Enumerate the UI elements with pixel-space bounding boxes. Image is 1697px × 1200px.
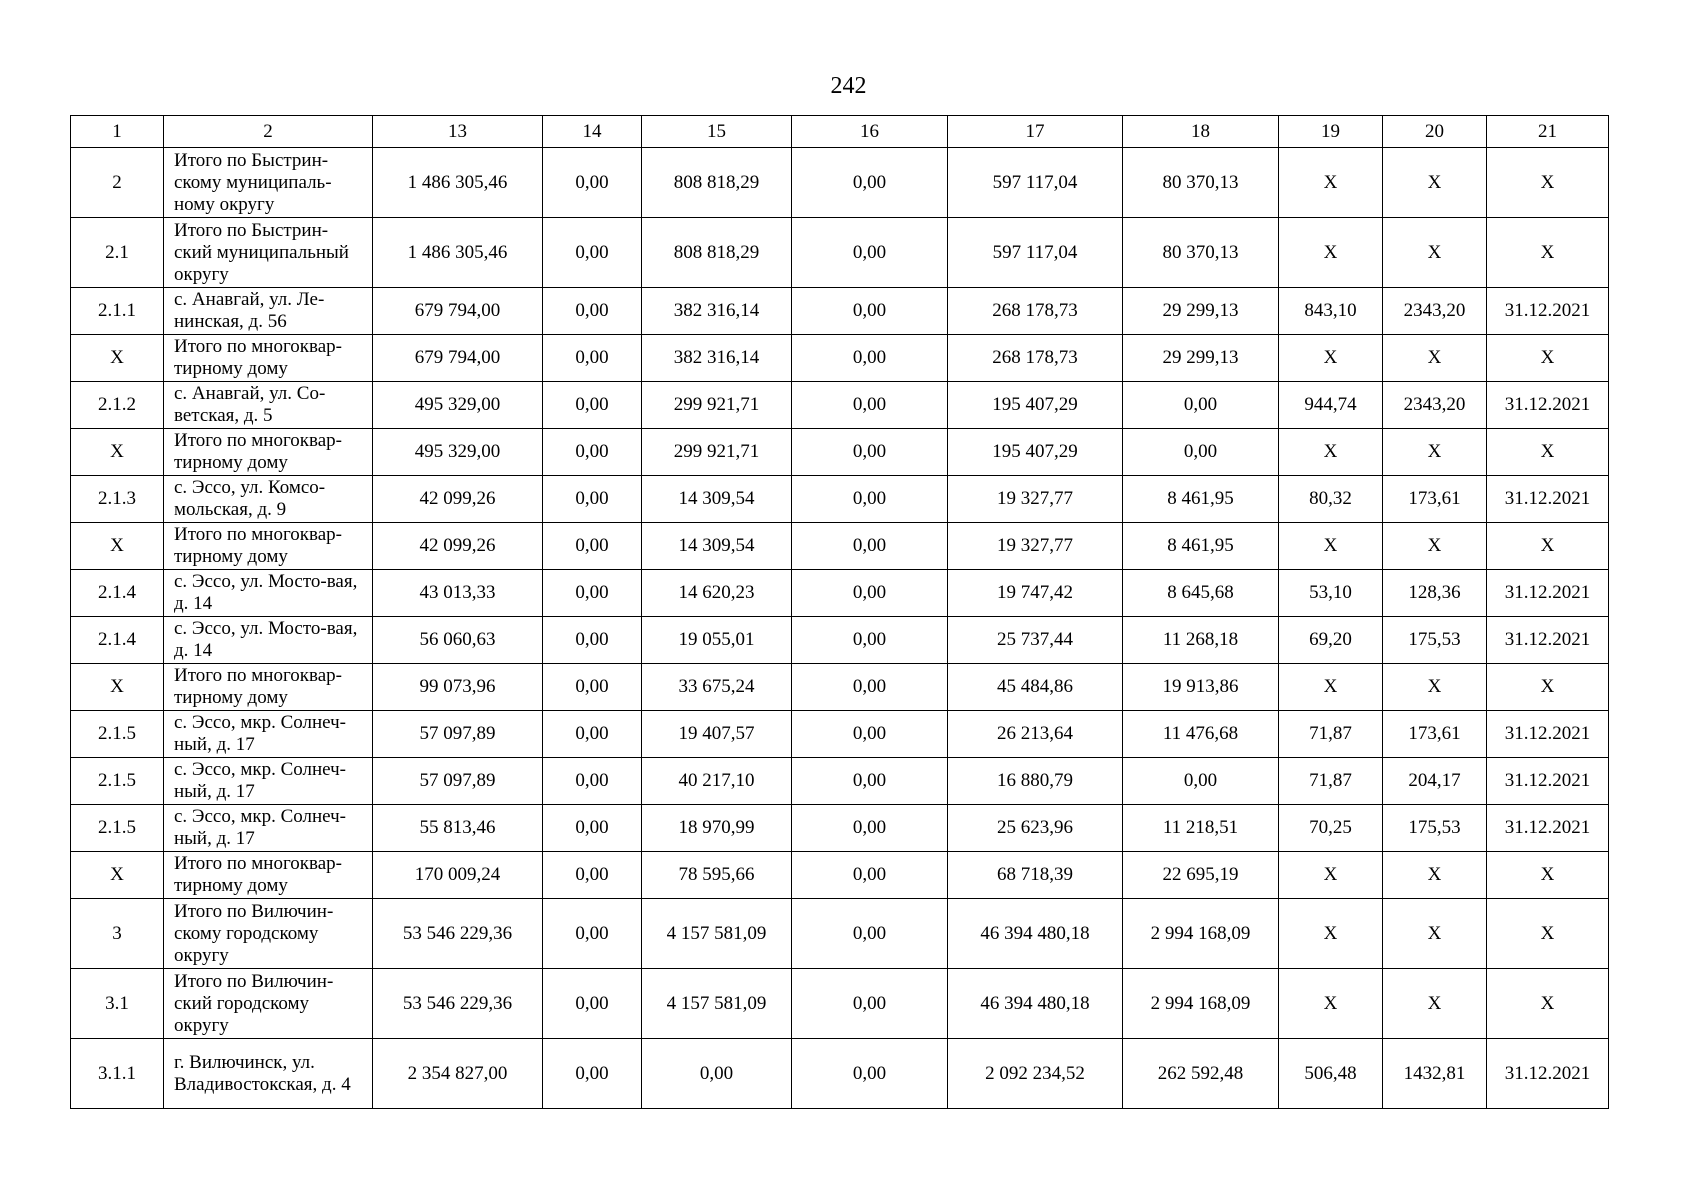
col18-cell: 0,00 [1123, 758, 1279, 805]
row-number-cell: 2.1.5 [71, 711, 164, 758]
col15-cell: 78 595,66 [642, 852, 792, 899]
col19-cell: 506,48 [1279, 1039, 1383, 1109]
col16-cell: 0,00 [792, 852, 948, 899]
col15-cell: 382 316,14 [642, 335, 792, 382]
col15-cell: 4 157 581,09 [642, 899, 792, 969]
address-cell: с. Анавгай, ул. Со-ветская, д. 5 [164, 382, 373, 429]
col20-cell: X [1383, 523, 1487, 570]
col19-cell: X [1279, 523, 1383, 570]
col17-cell: 16 880,79 [948, 758, 1123, 805]
table-row [71, 664, 1609, 711]
col14-cell: 0,00 [543, 382, 642, 429]
address-cell: с. Анавгай, ул. Ле-нинская, д. 56 [164, 288, 373, 335]
col19-cell: X [1279, 218, 1383, 288]
col14-cell: 0,00 [543, 1039, 642, 1109]
col14-cell: 0,00 [543, 969, 642, 1039]
row-number-cell: 3.1.1 [71, 1039, 164, 1109]
col17-cell: 45 484,86 [948, 664, 1123, 711]
col15-cell: 299 921,71 [642, 429, 792, 476]
col21-cell: X [1487, 335, 1609, 382]
table-row [71, 617, 1609, 664]
col15-cell: 14 620,23 [642, 570, 792, 617]
col13-cell: 495 329,00 [373, 382, 543, 429]
table-row [71, 382, 1609, 429]
address-cell: с. Эссо, ул. Мосто-вая, д. 14 [164, 617, 373, 664]
address-cell: Итого по многоквар-тирному дому [164, 852, 373, 899]
col14-cell: 0,00 [543, 758, 642, 805]
col20-cell: 173,61 [1383, 476, 1487, 523]
col18-cell: 262 592,48 [1123, 1039, 1279, 1109]
col20-cell: X [1383, 218, 1487, 288]
col21-cell: X [1487, 148, 1609, 218]
col20-cell: X [1383, 335, 1487, 382]
col13-cell: 99 073,96 [373, 664, 543, 711]
address-cell: Итого по Быстрин-скому муниципаль-ному округу [164, 148, 373, 218]
col15-cell: 299 921,71 [642, 382, 792, 429]
col19-cell: X [1279, 969, 1383, 1039]
col16-cell: 0,00 [792, 148, 948, 218]
col17-cell: 195 407,29 [948, 429, 1123, 476]
col14-cell: 0,00 [543, 711, 642, 758]
address-cell: Итого по многоквар-тирному дому [164, 664, 373, 711]
address-cell: Итого по многоквар-тирному дому [164, 429, 373, 476]
address-cell: Итого по Вилючин-ский городскому округу [164, 969, 373, 1039]
table-row [71, 805, 1609, 852]
col15-cell: 19 407,57 [642, 711, 792, 758]
header-cell: 16 [792, 116, 948, 148]
col20-cell: X [1383, 969, 1487, 1039]
row-number-cell: 2.1.2 [71, 382, 164, 429]
col20-cell: X [1383, 148, 1487, 218]
data-table [70, 115, 1609, 1109]
col16-cell: 0,00 [792, 382, 948, 429]
col13-cell: 2 354 827,00 [373, 1039, 543, 1109]
header-cell: 17 [948, 116, 1123, 148]
col13-cell: 57 097,89 [373, 758, 543, 805]
col21-cell: 31.12.2021 [1487, 382, 1609, 429]
col19-cell: X [1279, 899, 1383, 969]
col14-cell: 0,00 [543, 218, 642, 288]
col13-cell: 679 794,00 [373, 335, 543, 382]
col14-cell: 0,00 [543, 476, 642, 523]
col16-cell: 0,00 [792, 288, 948, 335]
col18-cell: 8 461,95 [1123, 523, 1279, 570]
col13-cell: 1 486 305,46 [373, 148, 543, 218]
col21-cell: 31.12.2021 [1487, 476, 1609, 523]
row-number-cell: X [71, 664, 164, 711]
header-cell: 15 [642, 116, 792, 148]
col20-cell: 175,53 [1383, 617, 1487, 664]
col18-cell: 11 476,68 [1123, 711, 1279, 758]
header-cell: 18 [1123, 116, 1279, 148]
col13-cell: 57 097,89 [373, 711, 543, 758]
header-cell: 21 [1487, 116, 1609, 148]
header-cell: 2 [164, 116, 373, 148]
header-cell: 20 [1383, 116, 1487, 148]
header-cell: 14 [543, 116, 642, 148]
col15-cell: 33 675,24 [642, 664, 792, 711]
address-cell: Итого по Вилючин-скому городскому округу [164, 899, 373, 969]
col19-cell: X [1279, 335, 1383, 382]
col16-cell: 0,00 [792, 617, 948, 664]
address-cell: с. Эссо, ул. Комсо-мольская, д. 9 [164, 476, 373, 523]
col16-cell: 0,00 [792, 218, 948, 288]
col17-cell: 2 092 234,52 [948, 1039, 1123, 1109]
col13-cell: 56 060,63 [373, 617, 543, 664]
col18-cell: 29 299,13 [1123, 335, 1279, 382]
col21-cell: 31.12.2021 [1487, 617, 1609, 664]
col15-cell: 808 818,29 [642, 148, 792, 218]
col19-cell: 71,87 [1279, 711, 1383, 758]
col14-cell: 0,00 [543, 148, 642, 218]
col14-cell: 0,00 [543, 805, 642, 852]
col17-cell: 19 327,77 [948, 523, 1123, 570]
col20-cell: 204,17 [1383, 758, 1487, 805]
table-body [71, 148, 1609, 1109]
col20-cell: 2343,20 [1383, 288, 1487, 335]
col21-cell: 31.12.2021 [1487, 711, 1609, 758]
col20-cell: 173,61 [1383, 711, 1487, 758]
col20-cell: 128,36 [1383, 570, 1487, 617]
col19-cell: 70,25 [1279, 805, 1383, 852]
row-number-cell: 3.1 [71, 969, 164, 1039]
col13-cell: 53 546 229,36 [373, 969, 543, 1039]
table-row [71, 476, 1609, 523]
col13-cell: 170 009,24 [373, 852, 543, 899]
address-cell: Итого по многоквар-тирному дому [164, 335, 373, 382]
col16-cell: 0,00 [792, 1039, 948, 1109]
row-number-cell: 2.1.4 [71, 617, 164, 664]
col16-cell: 0,00 [792, 805, 948, 852]
row-number-cell: 2.1.5 [71, 805, 164, 852]
col17-cell: 25 623,96 [948, 805, 1123, 852]
col17-cell: 68 718,39 [948, 852, 1123, 899]
col17-cell: 19 747,42 [948, 570, 1123, 617]
col18-cell: 0,00 [1123, 382, 1279, 429]
col17-cell: 26 213,64 [948, 711, 1123, 758]
col21-cell: 31.12.2021 [1487, 758, 1609, 805]
table-row [71, 429, 1609, 476]
col21-cell: X [1487, 852, 1609, 899]
col14-cell: 0,00 [543, 570, 642, 617]
col20-cell: X [1383, 899, 1487, 969]
row-number-cell: 2 [71, 148, 164, 218]
col18-cell: 19 913,86 [1123, 664, 1279, 711]
col13-cell: 1 486 305,46 [373, 218, 543, 288]
col16-cell: 0,00 [792, 711, 948, 758]
col14-cell: 0,00 [543, 429, 642, 476]
col17-cell: 268 178,73 [948, 335, 1123, 382]
col19-cell: 843,10 [1279, 288, 1383, 335]
address-cell: с. Эссо, ул. Мосто-вая, д. 14 [164, 570, 373, 617]
col17-cell: 268 178,73 [948, 288, 1123, 335]
col18-cell: 0,00 [1123, 429, 1279, 476]
col16-cell: 0,00 [792, 758, 948, 805]
table-row [71, 758, 1609, 805]
table-row [71, 218, 1609, 288]
col13-cell: 53 546 229,36 [373, 899, 543, 969]
col19-cell: X [1279, 148, 1383, 218]
col14-cell: 0,00 [543, 288, 642, 335]
col19-cell: 69,20 [1279, 617, 1383, 664]
table-row [71, 711, 1609, 758]
col17-cell: 195 407,29 [948, 382, 1123, 429]
col20-cell: 175,53 [1383, 805, 1487, 852]
col16-cell: 0,00 [792, 476, 948, 523]
col14-cell: 0,00 [543, 899, 642, 969]
col19-cell: X [1279, 429, 1383, 476]
col21-cell: 31.12.2021 [1487, 1039, 1609, 1109]
header-cell: 13 [373, 116, 543, 148]
col18-cell: 29 299,13 [1123, 288, 1279, 335]
col14-cell: 0,00 [543, 523, 642, 570]
col17-cell: 46 394 480,18 [948, 899, 1123, 969]
col19-cell: X [1279, 852, 1383, 899]
col13-cell: 679 794,00 [373, 288, 543, 335]
col15-cell: 382 316,14 [642, 288, 792, 335]
col21-cell: X [1487, 429, 1609, 476]
address-cell: с. Эссо, мкр. Солнеч-ный, д. 17 [164, 711, 373, 758]
col21-cell: X [1487, 523, 1609, 570]
col13-cell: 495 329,00 [373, 429, 543, 476]
table-row [71, 570, 1609, 617]
col18-cell: 8 461,95 [1123, 476, 1279, 523]
address-cell: Итого по Быстрин-ский муниципальный округу [164, 218, 373, 288]
col18-cell: 22 695,19 [1123, 852, 1279, 899]
table-row [71, 148, 1609, 218]
address-cell: с. Эссо, мкр. Солнеч-ный, д. 17 [164, 805, 373, 852]
col18-cell: 8 645,68 [1123, 570, 1279, 617]
col14-cell: 0,00 [543, 852, 642, 899]
col15-cell: 4 157 581,09 [642, 969, 792, 1039]
table-row [71, 899, 1609, 969]
address-cell: Итого по многоквар-тирному дому [164, 523, 373, 570]
col18-cell: 11 268,18 [1123, 617, 1279, 664]
row-number-cell: X [71, 852, 164, 899]
col20-cell: X [1383, 429, 1487, 476]
col15-cell: 14 309,54 [642, 523, 792, 570]
col16-cell: 0,00 [792, 969, 948, 1039]
address-cell: г. Вилючинск, ул. Владивостокская, д. 4 [164, 1039, 373, 1109]
col15-cell: 808 818,29 [642, 218, 792, 288]
row-number-cell: 3 [71, 899, 164, 969]
col19-cell: 53,10 [1279, 570, 1383, 617]
col18-cell: 11 218,51 [1123, 805, 1279, 852]
col21-cell: X [1487, 218, 1609, 288]
col16-cell: 0,00 [792, 429, 948, 476]
col14-cell: 0,00 [543, 664, 642, 711]
col13-cell: 42 099,26 [373, 523, 543, 570]
col19-cell: 944,74 [1279, 382, 1383, 429]
col20-cell: 1432,81 [1383, 1039, 1487, 1109]
col16-cell: 0,00 [792, 335, 948, 382]
table-row [71, 523, 1609, 570]
col18-cell: 80 370,13 [1123, 148, 1279, 218]
header-cell: 19 [1279, 116, 1383, 148]
row-number-cell: 2.1 [71, 218, 164, 288]
table-row [71, 335, 1609, 382]
row-number-cell: 2.1.4 [71, 570, 164, 617]
col13-cell: 55 813,46 [373, 805, 543, 852]
col21-cell: 31.12.2021 [1487, 288, 1609, 335]
header-cell: 1 [71, 116, 164, 148]
table-row [71, 969, 1609, 1039]
row-number-cell: X [71, 335, 164, 382]
col18-cell: 80 370,13 [1123, 218, 1279, 288]
col17-cell: 19 327,77 [948, 476, 1123, 523]
table-row [71, 1039, 1609, 1109]
col20-cell: 2343,20 [1383, 382, 1487, 429]
col21-cell: 31.12.2021 [1487, 805, 1609, 852]
table-row [71, 852, 1609, 899]
row-number-cell: X [71, 429, 164, 476]
col16-cell: 0,00 [792, 570, 948, 617]
col13-cell: 43 013,33 [373, 570, 543, 617]
col19-cell: X [1279, 664, 1383, 711]
col19-cell: 71,87 [1279, 758, 1383, 805]
col21-cell: X [1487, 969, 1609, 1039]
col21-cell: X [1487, 899, 1609, 969]
col15-cell: 0,00 [642, 1039, 792, 1109]
col15-cell: 19 055,01 [642, 617, 792, 664]
page-number: 242 [830, 73, 867, 99]
col17-cell: 597 117,04 [948, 218, 1123, 288]
row-number-cell: 2.1.3 [71, 476, 164, 523]
col16-cell: 0,00 [792, 523, 948, 570]
row-number-cell: X [71, 523, 164, 570]
col18-cell: 2 994 168,09 [1123, 969, 1279, 1039]
col17-cell: 597 117,04 [948, 148, 1123, 218]
row-number-cell: 2.1.1 [71, 288, 164, 335]
col17-cell: 25 737,44 [948, 617, 1123, 664]
col15-cell: 18 970,99 [642, 805, 792, 852]
col19-cell: 80,32 [1279, 476, 1383, 523]
header-row [71, 116, 1609, 148]
row-number-cell: 2.1.5 [71, 758, 164, 805]
col21-cell: 31.12.2021 [1487, 570, 1609, 617]
col14-cell: 0,00 [543, 617, 642, 664]
col18-cell: 2 994 168,09 [1123, 899, 1279, 969]
col14-cell: 0,00 [543, 335, 642, 382]
col16-cell: 0,00 [792, 664, 948, 711]
col15-cell: 40 217,10 [642, 758, 792, 805]
address-cell: с. Эссо, мкр. Солнеч-ный, д. 17 [164, 758, 373, 805]
col21-cell: X [1487, 664, 1609, 711]
col20-cell: X [1383, 664, 1487, 711]
col17-cell: 46 394 480,18 [948, 969, 1123, 1039]
col16-cell: 0,00 [792, 899, 948, 969]
col13-cell: 42 099,26 [373, 476, 543, 523]
table-row [71, 288, 1609, 335]
col20-cell: X [1383, 852, 1487, 899]
col15-cell: 14 309,54 [642, 476, 792, 523]
